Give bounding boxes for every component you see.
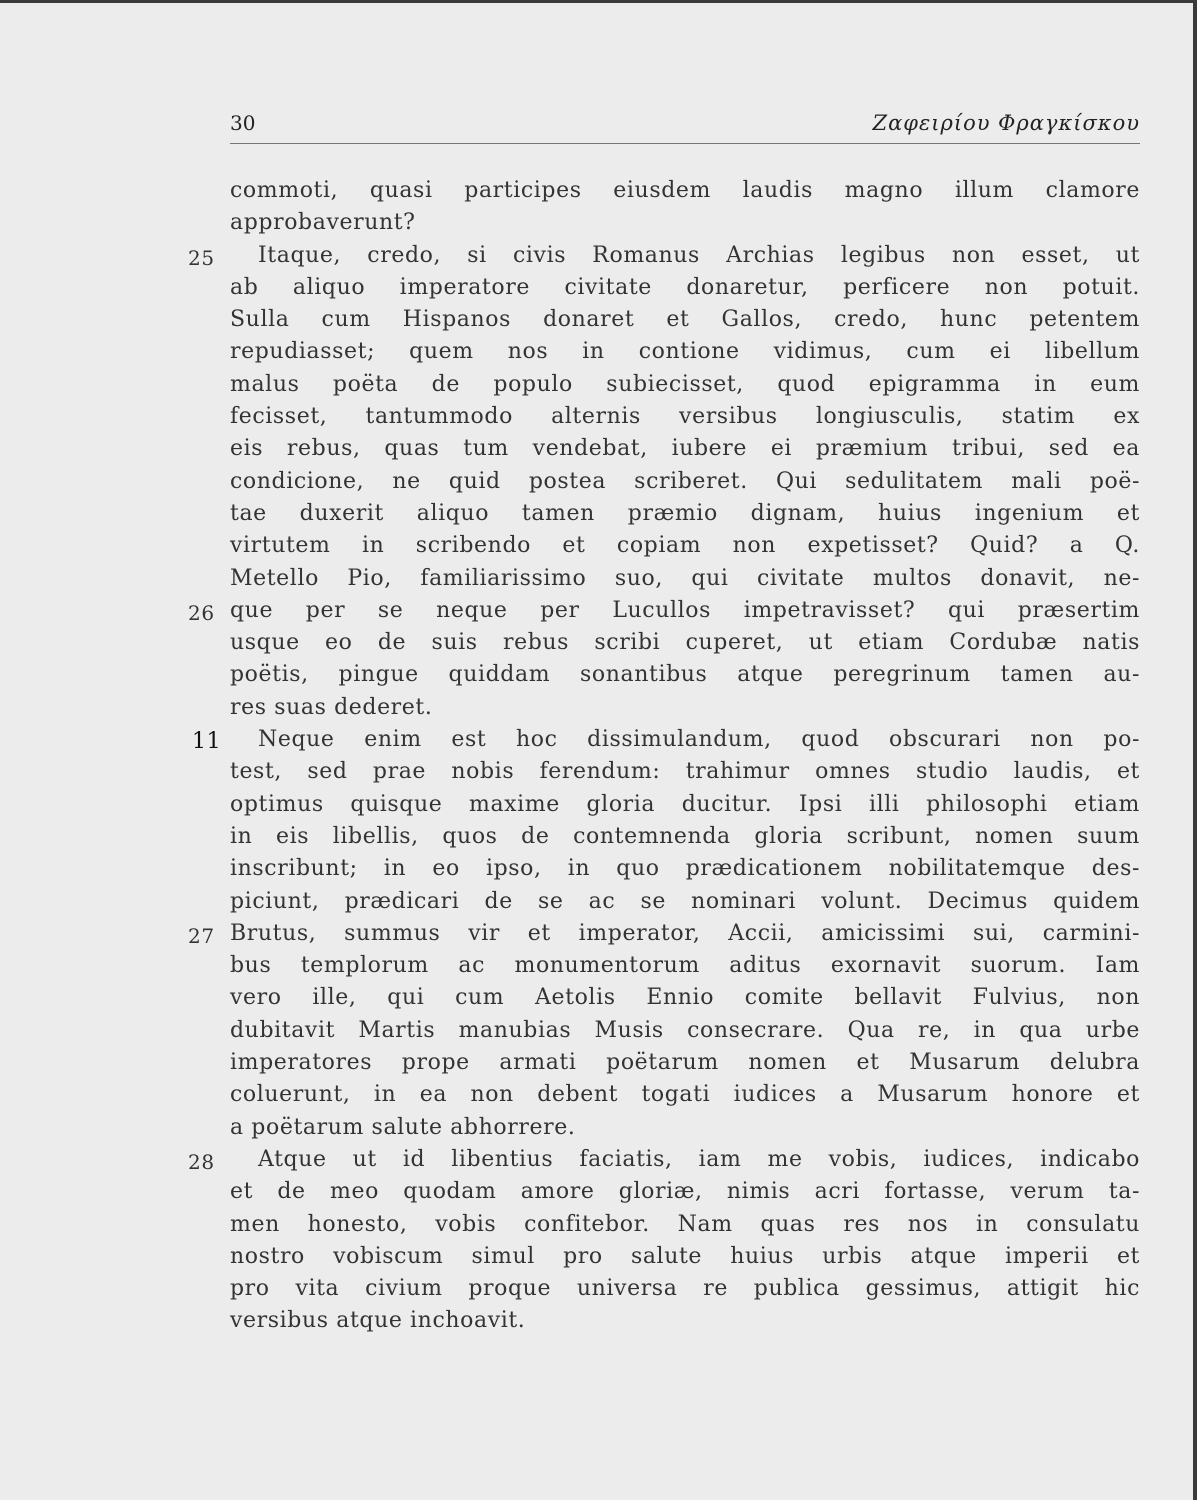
section-number: 26 [188,600,215,625]
text-line [230,207,1140,239]
line-text: versibus atque inchoavit. [230,1308,526,1334]
text-line [230,853,1140,885]
text-line [188,918,1140,950]
text-line [230,886,1140,918]
line-text: Sulla cum Hispanos donaret et Gallos, credo, hunc petentem [230,307,1140,333]
line-text: usque eo de suis rebus scribi cuperet, ut etiam Cordubæ natis [230,630,1140,656]
line-text: fecisset, tantummodo alternis versibus longiusculis, statim ex [230,404,1140,430]
line-text: Itaque, credo, si civis Romanus Archias legibus non esset, ut [258,242,1140,268]
line-text: Metello Pio, familiarissimo suo, qui civitate multos donavit, ne- [230,565,1140,591]
line-text: nostro vobiscum simul pro salute huius urbis atque imperii et [230,1243,1140,1269]
text-line [230,1305,1140,1337]
text-line [230,336,1140,368]
text-line [230,659,1140,691]
line-text: dubitavit Martis manubias Musis consecrare. Qua re, in qua urbe [230,1017,1140,1043]
text-line [230,1209,1140,1241]
text-line [230,1241,1140,1273]
line-text: vero ille, qui cum Aetolis Ennio comite bellavit Fulvius, non [230,985,1140,1011]
text-line [230,950,1140,982]
line-text: condicione, ne quid postea scriberet. Qui sedulitatem mali poë- [230,468,1140,494]
text-line [188,595,1140,627]
body-text [188,175,1140,1338]
text-line [230,272,1140,304]
text-line [230,789,1140,821]
text-line [230,433,1140,465]
text-line [192,724,1140,756]
line-text: virtutem in scribendo et copiam non expetisset? Quid? a Q. [230,533,1140,559]
line-text: pro vita civium proque universa re publica gessimus, attigit hic [230,1276,1140,1302]
text-line [230,756,1140,788]
text-line [230,1047,1140,1079]
text-line [230,530,1140,562]
text-line [230,175,1140,207]
text-line [230,692,1140,724]
line-text: ab aliquo imperatore civitate donaretur, perficere non potuit. [230,274,1140,300]
line-text: optimus quisque maxime gloria ducitur. Ipsi illi philosophi etiam [230,791,1140,817]
text-line [230,627,1140,659]
line-text: test, sed prae nobis ferendum: trahimur omnes studio laudis, et [230,759,1140,785]
text-line [230,304,1140,336]
line-text: commoti, quasi participes eiusdem laudis magno illum clamore [230,178,1140,203]
line-text: que per se neque per Lucullos impetravisset? qui præsertim [230,597,1140,623]
line-text: res suas dederet. [230,694,433,720]
line-text: malus poëta de populo subiecisset, quod epigramma in eum [230,371,1140,397]
text-line [230,401,1140,433]
page-header [230,111,1140,144]
section-number: 27 [188,923,215,948]
line-text: inscribunt; in eo ipso, in quo prædicationem nobilitatemque des- [230,856,1140,882]
line-text: a poëtarum salute abhorrere. [230,1114,576,1140]
text-line [188,1144,1140,1176]
line-text: et de meo quodam amore gloriæ, nimis acri fortasse, verum ta- [230,1179,1140,1205]
text-line [230,982,1140,1014]
section-number: 28 [188,1149,215,1174]
line-text: approbaverunt? [230,210,416,236]
text-line [230,1176,1140,1208]
line-text: coluerunt, in ea non debent togati iudices a Musarum honore et [230,1082,1140,1108]
line-text: eis rebus, quas tum vendebat, iubere ei præmium tribui, sed ea [230,436,1140,462]
line-text: imperatores prope armati poëtarum nomen et Musarum delubra [230,1050,1140,1076]
chapter-number: 11 [192,729,222,755]
text-line [230,1015,1140,1047]
text-line [230,1079,1140,1111]
text-line [230,1112,1140,1144]
section-number: 25 [188,245,215,270]
line-text: Neque enim est hoc dissimulandum, quod obscurari non po- [258,727,1140,753]
line-text: piciunt, prædicari de se ac se nominari volunt. Decimus quidem [230,888,1140,914]
text-line [230,1273,1140,1305]
text-line [188,240,1140,272]
text-line [230,821,1140,853]
page-number: 30 [230,111,256,135]
text-line [230,563,1140,595]
line-text: Brutus, summus vir et imperator, Accii, amicissimi sui, carmini- [230,920,1140,946]
line-text: Atque ut id libentius faciatis, iam me vobis, iudices, indicabo [258,1146,1140,1172]
line-text: poëtis, pingue quiddam sonantibus atque peregrinum tamen au- [230,662,1140,688]
line-text: repudiasset; quem nos in contione vidimus, cum ei libellum [230,339,1140,365]
text-line [230,466,1140,498]
line-text: in eis libellis, quos de contemnenda gloria scribunt, nomen suum [230,823,1140,849]
line-text: men honesto, vobis confitebor. Nam quas res nos in consulatu [230,1211,1140,1237]
line-text: tae duxerit aliquo tamen præmio dignam, huius ingenium et [230,500,1140,526]
text-line [230,369,1140,401]
line-text: bus templorum ac monumentorum aditus exornavit suorum. Iam [230,953,1140,979]
text-line [230,498,1140,530]
running-head: Ζαφειρίου Φραγκίσκου [872,111,1140,135]
